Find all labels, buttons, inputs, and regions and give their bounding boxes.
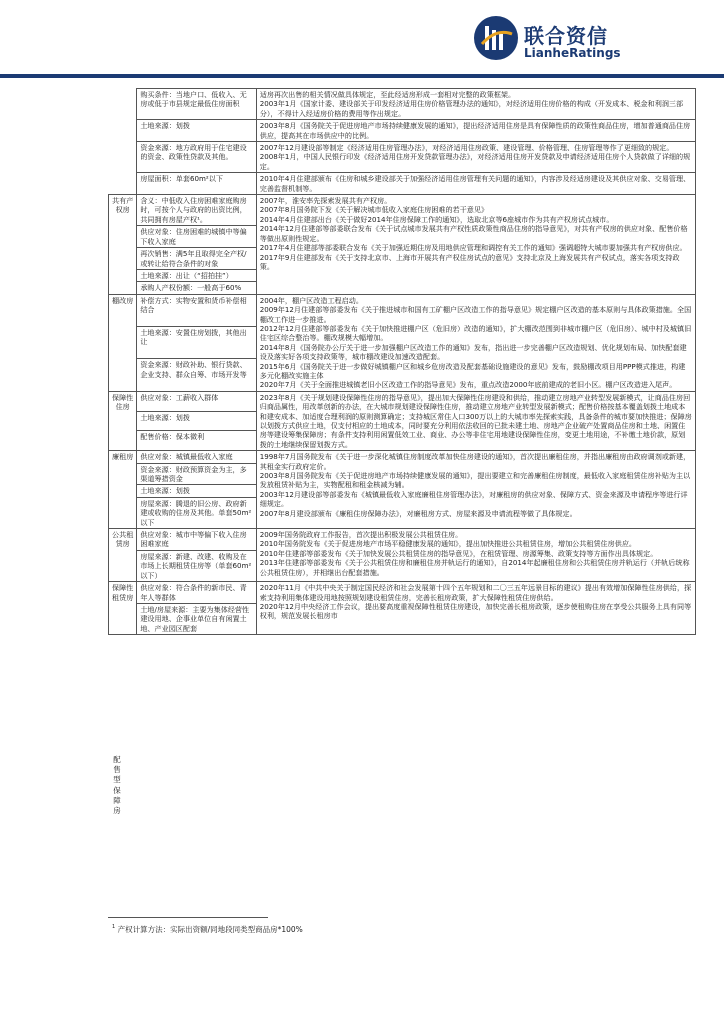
feature-cell: 供应对象：城市中等偏下收入住房困难家庭 [137,529,256,551]
feature-cell: 资金来源：财政补助、银行贷款、企业支持、群众自筹、市场开发等 [137,359,256,391]
feature-cell: 供应对象：住房困难的城镇中等偏下收入家庭 [137,226,256,248]
footnote-divider [108,917,268,918]
feature-cell: 房屋来源：新建、改建、收购及在市场上长期租赁住房等（单套60m²以下） [137,550,256,581]
feature-cell: 土地来源：出让（“招拍挂”） [137,269,256,281]
feature-cell: 补偿方式：实物安置和货币补偿相结合 [137,294,256,326]
table-row [109,582,696,604]
category-cell: 棚改房 [109,294,137,391]
category-cell: 共有产权房 [109,195,137,295]
feature-cell: 含义：中低收入住房困难家庭购房时，可按个人与政府的出资比例，共同拥有房屋产权¹。 [137,195,256,226]
feature-cell: 购买条件：当地户口、低收入、无房或低于市县规定最低住房面积 [137,89,256,120]
sidebar-category-label: 配售型保障房 [113,755,121,816]
policy-history-cell: 2007年12月建设部等制定《经济适用住房管理办法》，对经济适用住房政策、建设管理、价格管理、住房管理等作了更细致的规定。 2008年1月，中国人民银行印发《经济适用住房开发贷款管理办法》，对经济适用住房开发贷款及申请经济适用住房个人贷款做了详细的规定。 [256,142,695,173]
category-cell: 廉租房 [109,451,137,529]
policy-history-cell: 2004年，棚户区改造工程启动。 2009年12月住建部等部委发布《关于推进城市和国有工矿棚户区改造工作的指导意见》规定棚户区改造的基本原则与具体政策措施。全国棚改工作进一步推进。 2012年12月住建部等部委发布《关于加快推进棚户区（危旧房）改造的通知》，扩大棚改范围到非城市棚户区（危旧房）、城中村及城镇旧住宅区综合整治等。棚改规模大幅增加。 2014年8月《国务院办公厅关于进一步加强棚户区改造工作的通知》发布，指出进一步完善棚户区改造规划、优化规划布局、加快配套建设及落实好各项支持政策等，城市棚改建设加速改造配套。 2015年6月《国务院关于进一步做好城镇棚户区和城乡危房改造及配套基础设施建设的意见》发布，鼓励棚改项目用PPP模式推进，构建多元化棚改实施主体 2020年7月《关于全面推进城镇老旧小区改造工作的指导意见》发布，重点改造2000年底前建成的老旧小区。棚户区改造进入尾声。 [256,294,695,391]
table-row [109,89,696,120]
feature-cell: 供应对象：符合条件的新市民、青年人等群体 [137,582,256,604]
category-cell [109,142,137,173]
feature-cell: 资金来源：地方政府用于住宅建设的资金、政策性贷款及其他。 [137,142,256,173]
table-row [109,120,696,142]
table-row [109,142,696,173]
footnote [112,924,303,935]
footnote-text: 产权计算方法：实际出资额/同地段同类型商品房*100% [117,925,303,934]
policy-history-cell: 2003年8月《国务院关于促进房地产市场持续健康发展的通知》，提出经济适用住房是具有保障性质的政策性商品住房，增加普通商品住房供应，提高其在市场供应中的比例。 [256,120,695,142]
feature-cell: 土地来源：划拨 [137,120,256,142]
policy-history-cell: 2007年，淮安率先探索发展共有产权房。 2007年8月国务院下发《关于解决城市低收入家庭住房困难的若干意见》 2014年4月住建部出台《关于做好2014年住房保障工作的通知》，选取北京等6座城市作为共有产权房试点城市。 2014年12月住建部等部委联合发布《关于试点城市发展共有产权性质政策性商品住房的指导意见》，对共有产权房的供应对象、配售价格等做出原则性规定。 2017年4月住建部等部委联合发布《关于加强近期住房及用地供应管理和调控有关工作的通知》强调超特大城市要加强共有产权房供应。 2017年9月住建部发布《关于支持北京市、上海市开展共有产权住房试点的意见》支持北京及上海发展共有产权试点，落实各项支持政策。 [256,195,695,295]
feature-cell: 房屋来源：腾退的旧公房、政府新建或收购的住房及其他。单套50m²以下 [137,497,256,528]
category-cell: 保障性住房 [109,391,137,450]
footnote-mark: 1 [112,924,116,930]
company-logo [472,14,642,74]
feature-cell: 资金来源：财政预算资金为主，多渠道筹措资金 [137,463,256,485]
policy-history-cell: 2010年4月住建部颁布《住房和城乡建设部关于加强经济适用住房管理有关问题的通知》，内容涉及经适房建设及其供应对象、交易管理、完善监督机制等。 [256,173,695,195]
feature-cell: 土地/房屋来源：主要为集体经营性建设用地、企事业单位自有闲置土地、产业园区配套 [137,603,256,634]
table-row [109,294,696,326]
policy-history-cell: 2020年11月《中共中央关于制定国民经济和社会发展第十四个五年规划和二〇三五年远景目标的建议》提出有效增加保障性住房供给，探索支持利用集体建设用地按照规划建设租赁住房，完善长租房政策，扩大保障性租赁住房供给。 2020年12月中央经济工作会议，提出要高度重视保障性租赁住房建设，加快完善长租房政策，逐步使租购住房在享受公共服务上具有同等权利，规范发展长租房市 [256,582,695,635]
logo-text-en: LianheRatings [524,46,621,60]
feature-cell: 房屋面积：单套60m²以下 [137,173,256,195]
feature-cell: 土地来源：安置住房划拨，其他出让 [137,327,256,359]
table-row [109,391,696,411]
logo-mark-icon [472,14,520,62]
feature-cell: 再次销售：满5年且取得完全产权/或转让给符合条件的对象 [137,248,256,270]
category-cell [109,120,137,142]
category-cell: 公共租赁房 [109,529,137,582]
page-header [0,0,724,80]
logo-text-cn: 联合资信 [524,24,608,48]
category-cell: 保障性租赁房 [109,582,137,635]
feature-cell: 土地来源：划拨 [137,411,256,431]
feature-cell: 承购人产权份额：一般高于60% [137,282,256,294]
category-cell [109,173,137,195]
category-cell [109,89,137,120]
policy-history-cell: 2023年8月《关于规划建设保障性住房的指导意见》，提出加大保障性住房建设和供给，推动建立房地产业转型发展新模式，让商品住房回归商品属性，用改革创新的办法，在大城市规划建设保障性住房，推动建立房地产业转型发展新模式；配售价格按基本覆盖划拨土地成本和建安成本、加适度合理利润的原则测算确定；支持城区常住人口300万以上的大城市率先探索实践，具备条件的城市要加快推进；保障房以划拨方式供应土地，仅支付相应的土地成本，同时要充分利用依法收回的已批未建土地、房地产企业破产处置商品住房和土地、闲置住房等建设筹集保障房；有条件支持利用闲置低效工业、商业、办公等非住宅用地建设保障性住房，变更土地用途，不补缴土地价款，原划拨的土地继续保留划拨方式。 [256,391,695,450]
feature-cell: 供应对象：工薪收入群体 [137,391,256,411]
feature-cell: 供应对象：城镇最低收入家庭 [137,451,256,463]
table-row [109,173,696,195]
housing-policy-table [108,88,696,635]
policy-history-cell: 1998年7月国务院发布《关于进一步深化城镇住房制度改革加快住房建设的通知》，首次提出廉租住房，并指出廉租房由政府调剂或新建，其租金实行政府定价。 2003年8月国务院发布《关于促进房地产市场持续健康发展的通知》，提出要建立和完善廉租住房制度，最低收入家庭租赁住房补贴为主以发放租赁补贴为主，实物配租和租金核减为辅。 2003年12月建设部等部委发布《城镇最低收入家庭廉租住房管理办法》，对廉租房的供应对象、保障方式、资金来源及申请程序等进行详细规定。 2007年8月建设部颁布《廉租住房保障办法》，对廉租房方式、房屋来源及申请流程等做了具体规定。 [256,451,695,529]
header-divider [0,74,724,78]
feature-cell: 土地来源：划拨 [137,485,256,497]
policy-history-cell: 2009年国务院政府工作报告，首次提出积极发展公共租赁住房。 2010年国务院发布《关于促进房地产市场平稳健康发展的通知》，提出加快推进公共租赁住房，增加公共租赁住房供应。 2010年住建部等部委发布《关于加快发展公共租赁住房的指导意见》，在租赁管理、房源筹集、政策支持等方面作出具体规定。 2013年住建部等部委发布《关于公共租赁住房和廉租住房并轨运行的通知》，自2014年起廉租住房和公共租赁住房并轨运行（并轨后统称公共租赁住房），并相继出台配套措施。 [256,529,695,582]
table-row [109,195,696,226]
policy-history-cell: 适房再次出售的相关情况做具体规定，至此经适房形成一套相对完整的政策框架。 2003年1月《国家计委、建设部关于印发经济适用住房价格管理办法的通知》，对经济适用住房价格的构成（开发成本、税金和利润三部分），不得计入经适房价格的费用等作出规定。 [256,89,695,120]
table-row [109,451,696,463]
table-row [109,529,696,551]
feature-cell: 配售价格：保本微利 [137,431,256,451]
